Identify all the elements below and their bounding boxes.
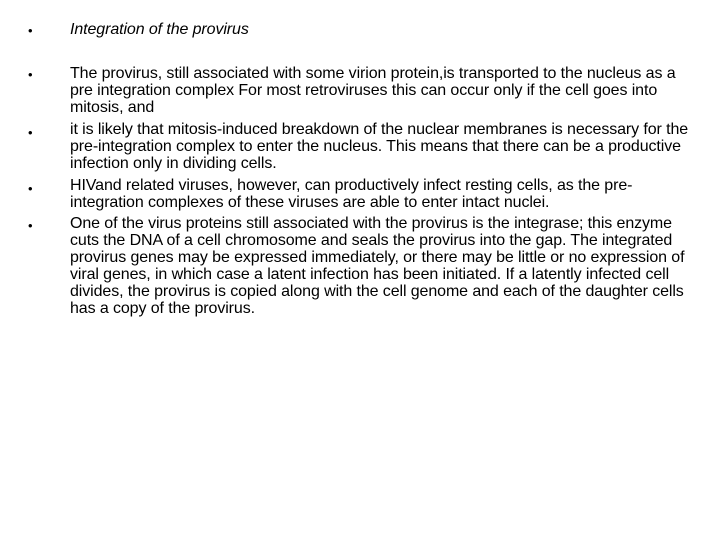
bullet-marker: • [28, 125, 33, 140]
list-item-text: it is likely that mitosis-induced breakdown of the nuclear membranes is necessary for the pre-integration complex to enter the nucleus. This means that there can be a productive infection only in dividing cells. [70, 121, 689, 172]
bullet-marker: • [28, 67, 33, 82]
list-item-text: The provirus, still associated with some virion protein,is transported to the nucleus as a pre integration complex For most retroviruses this can occur only if the cell goes into mitosis, and [70, 65, 676, 116]
bullet-marker: • [28, 218, 33, 233]
list-item-text: One of the virus proteins still associated with the provirus is the integrase; this enzyme cuts the DNA of a cell chromosome and seals the provirus into the gap. The integrated provirus genes may be expressed immediately, or there may be little or no expression of viral genes, in which case a latent infection has been initiated. If a latently infected cell divides, the provirus is copied along with the cell genome and each of the daughter cells has a copy of the provirus. [70, 215, 685, 317]
slide-heading: Integration of the provirus [70, 21, 249, 38]
bullet-marker: • [28, 181, 33, 196]
list-item-text: HIVand related viruses, however, can productively infect resting cells, as the pre-integration complexes of these viruses are able to enter intact nuclei. [70, 177, 633, 211]
bullet-marker: • [28, 23, 33, 38]
